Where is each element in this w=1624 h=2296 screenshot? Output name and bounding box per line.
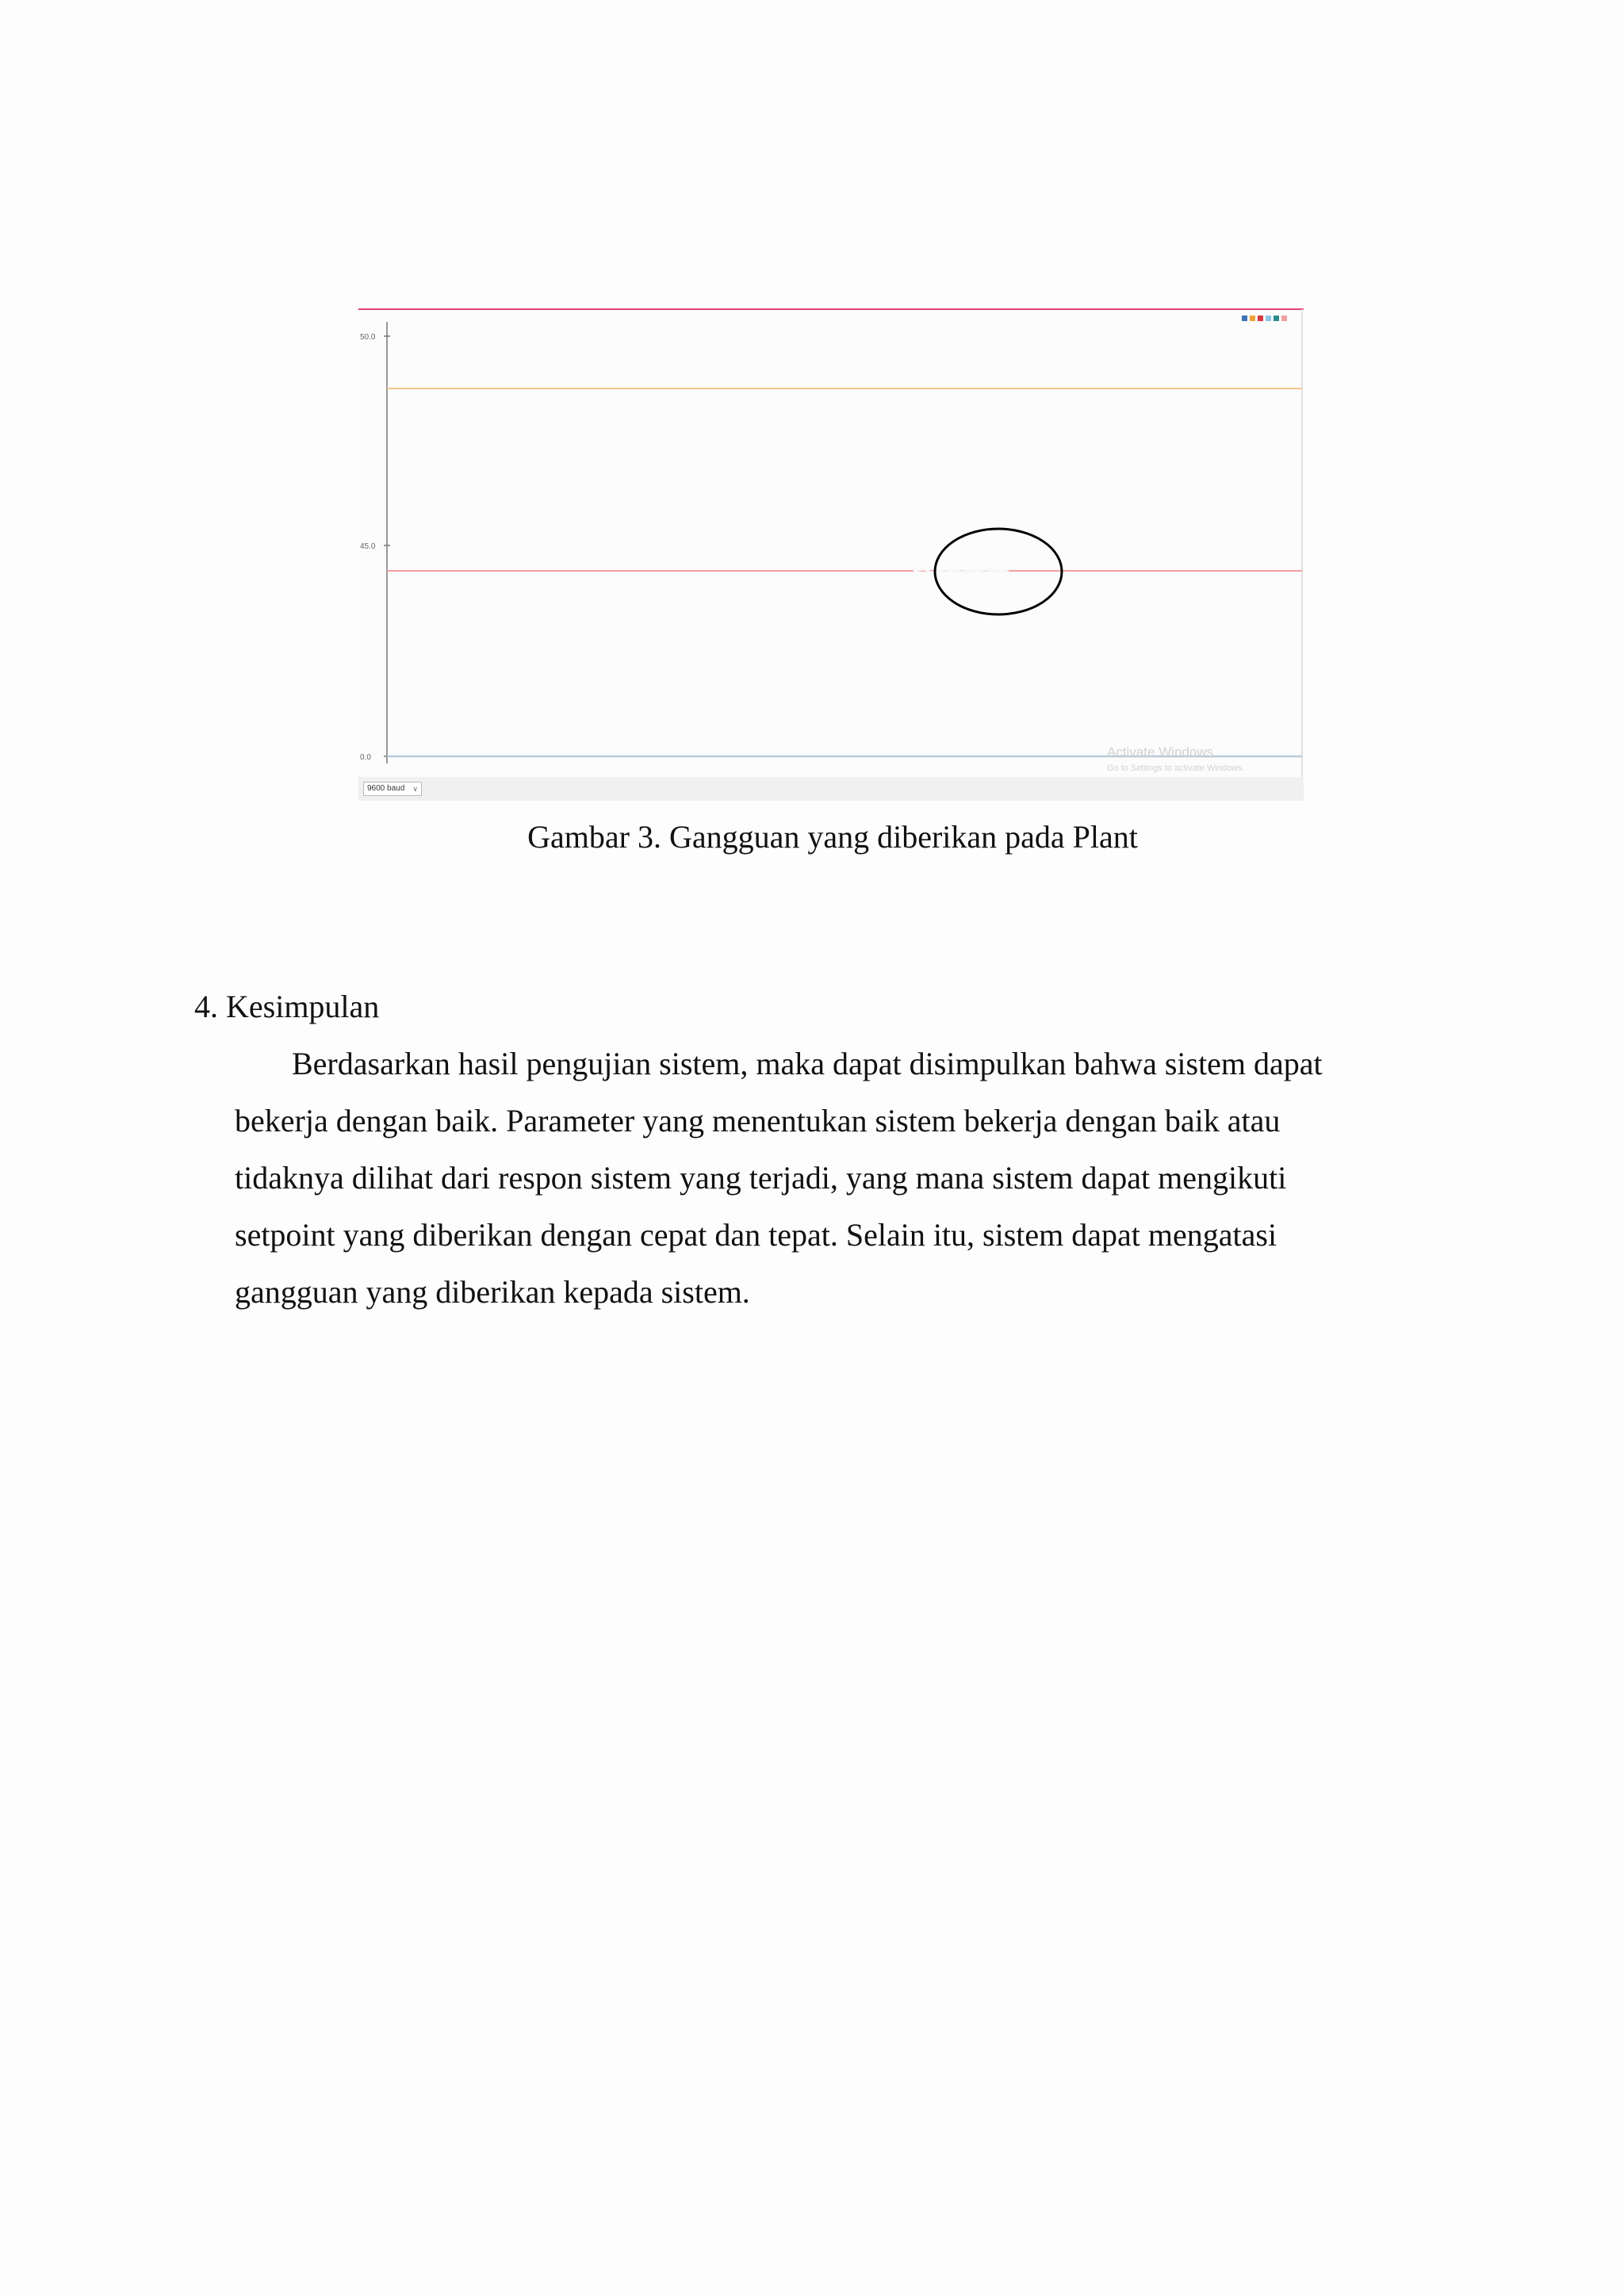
chevron-down-icon: ∨ (412, 785, 418, 793)
y-tick-label: 50.0 (360, 333, 376, 342)
baud-rate-select[interactable] (363, 782, 422, 796)
legend-swatch (1281, 316, 1287, 321)
figure-caption: Gambar 3. Gangguan yang diberikan pada Plant (527, 819, 1138, 855)
section-heading: 4. Kesimpulan (194, 989, 380, 1024)
watermark-subtitle: Go to Settings to activate Windows. (1107, 763, 1245, 773)
y-tick-label: 45.0 (360, 542, 376, 551)
plot-canvas (358, 308, 1304, 801)
legend-swatch (1250, 316, 1255, 321)
conclusion-paragraph: Berdasarkan hasil pengujian sistem, maka dapat disimpulkan bahwa sistem dapat bekerja dengan baik. Parameter yang menentukan sistem bekerja dengan baik atau tidaknya dilihat dari respon sistem yang terjadi, yang mana sistem dapat mengikuti setpoint yang diberikan dengan cepat dan tepat. Selain itu, sistem dapat mengatasi gangguan yang diberikan kepada sistem. (235, 1046, 1323, 1310)
watermark-title: Activate Windows (1107, 744, 1214, 760)
legend-swatch (1258, 316, 1263, 321)
baud-rate-value: 9600 baud (367, 784, 405, 793)
serial-plotter-screenshot (358, 308, 1304, 801)
legend-swatch (1242, 316, 1247, 321)
bottom-toolbar (358, 777, 1304, 801)
legend-swatch (1266, 316, 1271, 321)
y-tick-label: 0.0 (360, 753, 371, 762)
legend-swatch (1274, 316, 1279, 321)
activate-windows-watermark (1107, 745, 1245, 774)
